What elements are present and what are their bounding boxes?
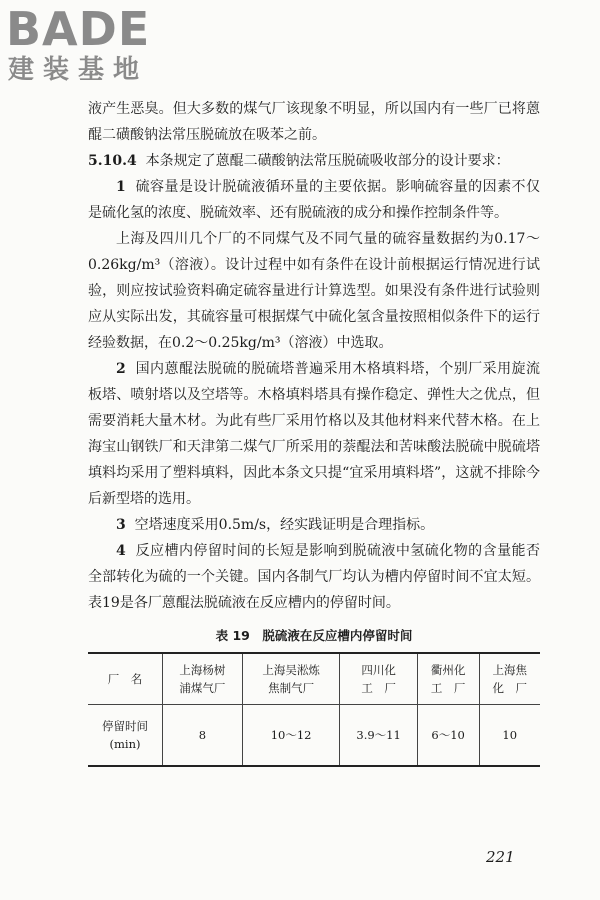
residence-time-value: 10 (479, 705, 540, 767)
plant-name: 衢州化 工 厂 (417, 653, 479, 705)
plant-name: 四川化 工 厂 (340, 653, 417, 705)
item-number: 3 (116, 517, 126, 533)
paragraph: 液产生恶臭。但大多数的煤气厂该现象不明显，所以国内有一些厂已将蒽醌二磺酸钠法常压脱硫放在吸苯之前。 (88, 101, 540, 143)
residence-time-value: 6～10 (417, 705, 479, 767)
page-content (88, 96, 540, 767)
residence-time-table (88, 652, 540, 767)
paragraph (88, 356, 540, 512)
item-number: 2 (116, 361, 126, 377)
page-number: 221 (486, 848, 515, 866)
item-number: 4 (116, 543, 126, 559)
residence-time-value: 10～12 (242, 705, 340, 767)
item-text: 空塔速度采用0.5m/s，经实践证明是合理指标。 (134, 517, 435, 533)
paragraph (88, 538, 540, 616)
item-text: 国内蒽醌法脱硫的脱硫塔普遍采用木格填料塔，个别厂采用旋流板塔、喷射塔以及空塔等。木格填料塔具有操作稳定、弹性大之优点，但需要消耗大量木材。为此有些厂采用竹格以及其他材料来代替木格。在上海宝山钢铁厂和天津第二煤气厂所采用的萘醌法和苦味酸法脱硫中脱硫塔填料均采用了塑料填料，因此本条文只提“宜采用填料塔”，这就不排除今后新型塔的选用。 (88, 361, 540, 507)
brand-logo (6, 4, 176, 90)
row-label: 停留时间 (min) (88, 705, 163, 767)
residence-time-value: 3.9～11 (340, 705, 417, 767)
clause-heading (88, 148, 540, 174)
table-row (88, 705, 540, 767)
table-title: 表 19 脱硫液在反应槽内停留时间 (215, 628, 413, 643)
header-label: 厂 名 (88, 653, 163, 705)
paragraph: 上海及四川几个厂的不同煤气及不同气量的硫容量数据约为0.17～0.26kg/m³（溶液）。设计过程中如有条件在设计前根据运行情况进行试验，则应按试验资料确定硫容量进行计算选型。如果没有条件进行试验则应从实际出发，其硫容量可根据煤气中硫化氢含量按照相似条件下的运行经验数据，在0.2～0.25kg/m³（溶液）中选取。 (88, 231, 540, 351)
item-text: 硫容量是设计脱硫液循环量的主要依据。影响硫容量的因素不仅是硫化氢的浓度、脱硫效率、还有脱硫液的成分和操作控制条件等。 (88, 179, 540, 221)
item-text: 反应槽内停留时间的长短是影响到脱硫液中氢硫化物的含量能否全部转化为硫的一个关键。国内各制气厂均认为槽内停留时间不宜太短。表19是各厂蒽醌法脱硫液在反应槽内的停留时间。 (88, 543, 540, 611)
plant-name: 上海吴淞炼 焦制气厂 (242, 653, 340, 705)
paragraph (88, 174, 540, 226)
residence-time-value: 8 (163, 705, 243, 767)
clause-number: 5.10.4 (88, 153, 137, 169)
paragraph (88, 512, 540, 538)
item-number: 1 (116, 179, 126, 195)
table-header-row (88, 653, 540, 705)
logo-wordmark: BADE (6, 2, 151, 56)
logo-subtitle: 建装基地 (8, 55, 149, 85)
clause-text: 本条规定了蒽醌二磺酸钠法常压脱硫吸收部分的设计要求： (145, 153, 510, 169)
plant-name: 上海杨树 浦煤气厂 (163, 653, 243, 705)
plant-name: 上海焦 化 厂 (479, 653, 540, 705)
